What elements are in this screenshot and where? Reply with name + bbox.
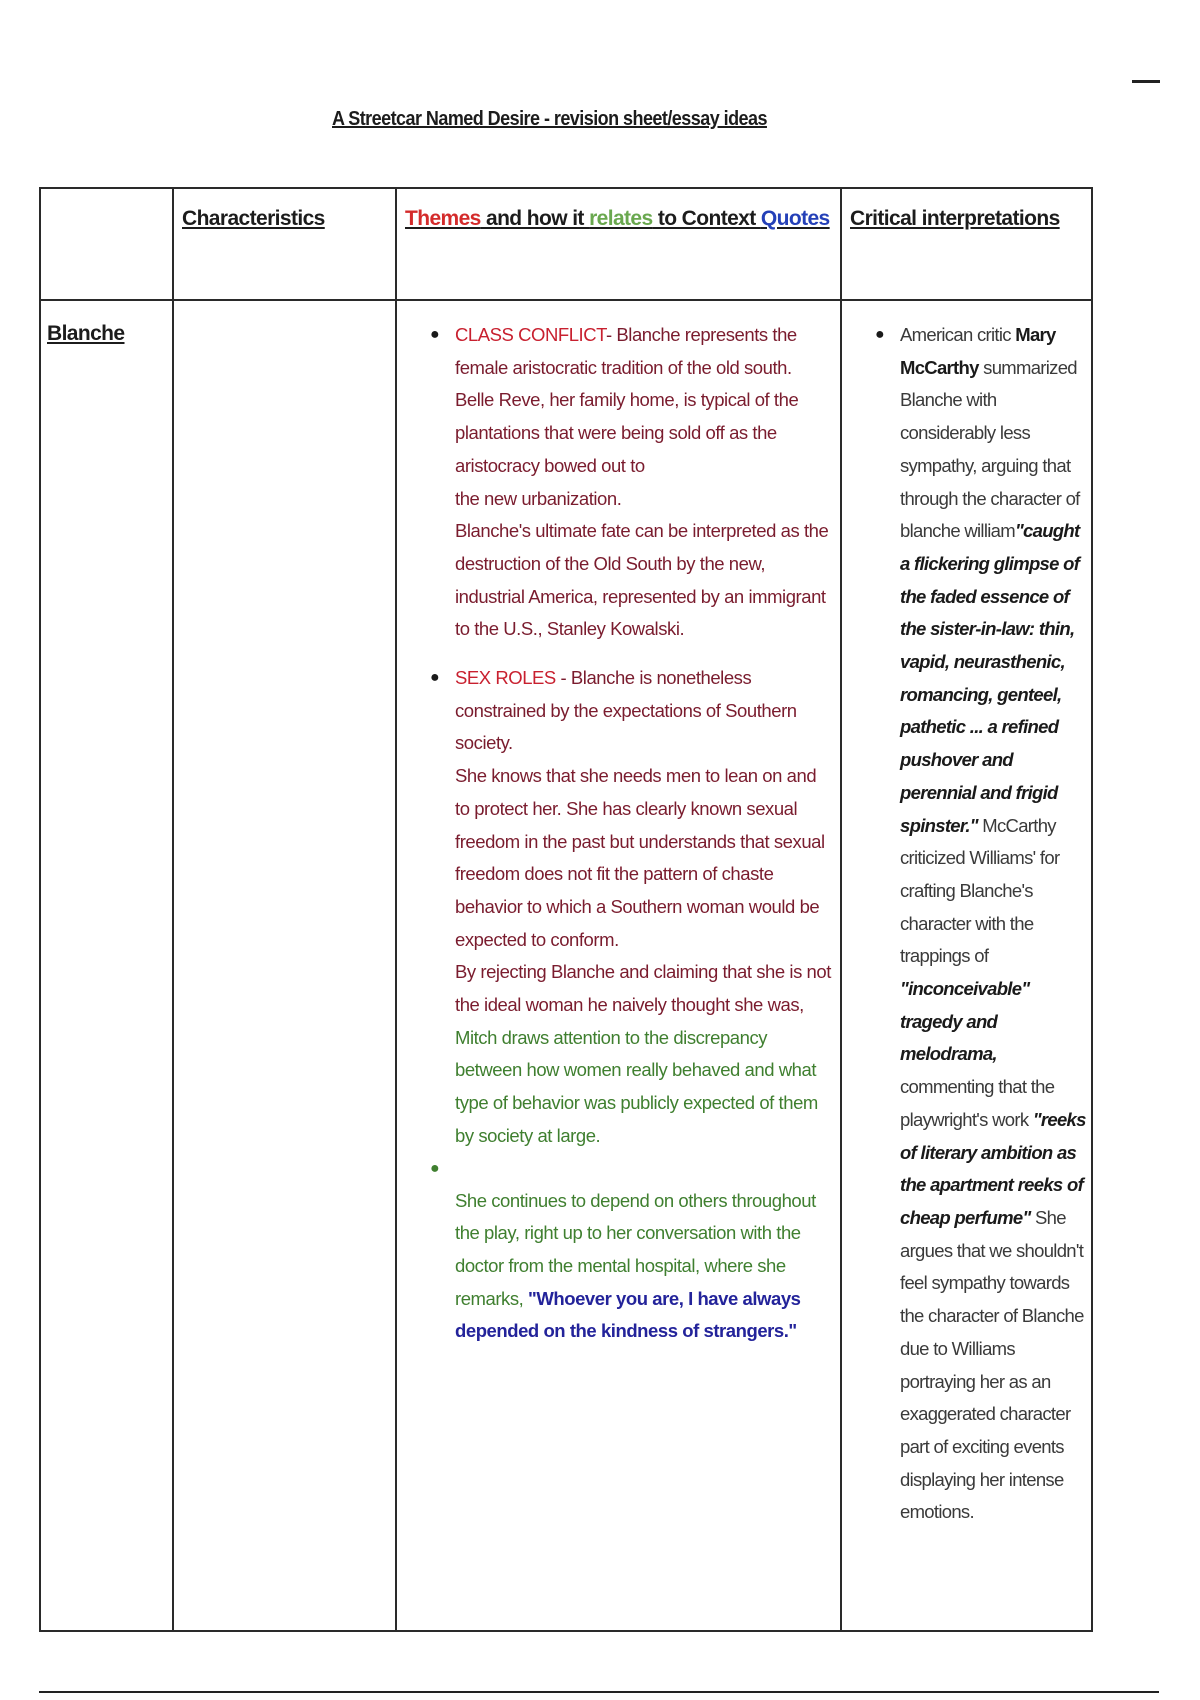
class-conflict-p1 — [455, 319, 834, 384]
bullet-icon: ● — [430, 669, 440, 687]
header-themes-cell — [396, 188, 841, 300]
class-conflict-intro: - Blanche represents the female aristocratic tradition of the old south. — [455, 324, 797, 378]
bullet-icon: ● — [430, 326, 440, 343]
dependence-item — [397, 1153, 834, 1349]
header-to-context: to Context — [652, 207, 761, 230]
header-themes-word: Themes — [405, 207, 481, 230]
header-critical-interpretations: Critical interpretations — [850, 207, 1060, 230]
header-empty-cell — [40, 188, 173, 300]
header-row — [40, 188, 1092, 300]
themes-cell — [396, 300, 841, 1631]
sex-roles-p2: She knows that she needs men to lean on and to protect her. She has clearly known sexual freedom in the past but understands that sexual freedom does not fit the pattern of chaste behavior to which a Southern woman would be — [455, 765, 825, 917]
header-quotes-word: Quotes — [760, 207, 830, 230]
row-label-blanche: Blanche — [47, 322, 125, 345]
critic-t2: summarized Blanche with considerably less sympathy, arguing that through the character of blanche william — [900, 356, 1080, 542]
sex-roles-p4 — [455, 956, 834, 1152]
header-characteristics-cell — [173, 188, 396, 300]
bullet-icon: ● — [430, 1159, 440, 1177]
header-critical-cell — [841, 188, 1092, 300]
sex-roles-p4-b: Mitch draws attention to the discrepancy between how women really behaved and what type of behavior was publicly expected of them by society at large. — [455, 1026, 818, 1146]
sex-roles-p1 — [455, 662, 834, 760]
dependence-body: She continues to depend on others throughout the play, right up to her conversation with the doctor from the mental hospital, where she remarks, — [455, 1189, 816, 1309]
dependence-text — [455, 1185, 834, 1349]
bullet-icon: ● — [875, 326, 884, 343]
sex-roles-p4-a: By rejecting Blanche and claiming that she is not the ideal woman he naively thought she was, — [455, 961, 831, 1016]
critic-t3: McCarthy criticized Williams' for crafting Blanche's character with the trappings of — [900, 814, 1060, 967]
sex-roles-intro: - Blanche is nonetheless constrained by the expectations of Southern society. — [455, 667, 797, 754]
critic-t5: She argues that we shouldn't feel sympathy towards the character of Blanche due to Williams portraying her as an exaggerated character part of exciting events displaying her intense emotions. — [900, 1206, 1084, 1523]
header-themes — [397, 189, 840, 231]
sex-roles-p3: expected to conform. — [455, 928, 619, 950]
revision-table — [39, 187, 1093, 1632]
sex-roles-item — [397, 662, 834, 1153]
document-title: A Streetcar Named Desire - revision sheet/essay ideas — [332, 108, 767, 130]
critic-quote-2: "inconceivable" tragedy and melodrama, — [900, 978, 1030, 1065]
sex-roles-heading: SEX ROLES — [455, 667, 556, 689]
row-label-cell — [40, 300, 173, 1631]
corner-dash-mark — [1132, 80, 1160, 83]
critical-cell — [841, 300, 1092, 1631]
critic-t4: commenting that the playwright's work — [900, 1076, 1055, 1130]
bottom-rule — [39, 1691, 1159, 1693]
class-conflict-item — [397, 319, 834, 646]
header-relates-word: relates — [589, 207, 653, 230]
characteristics-cell — [173, 300, 396, 1631]
class-conflict-p2: Belle Reve, her family home, is typical of the plantations that were being sold off as the aristocracy bowed out to — [455, 389, 799, 476]
class-conflict-heading: CLASS CONFLICT — [455, 324, 606, 345]
blanche-row — [40, 300, 1092, 1631]
dependence-quote: "Whoever you are, I have always depended on the kindness of strangers." — [455, 1287, 801, 1342]
critic-t1: American critic — [900, 324, 1016, 345]
class-conflict-p4: Blanche's ultimate fate can be interpreted as the destruction of the Old South by the new, industrial America, represented by an immigrant to the U.S., Stanley Kowalski. — [455, 520, 829, 640]
header-characteristics: Characteristics — [182, 207, 325, 230]
critic-quote-3: "reeks of literary ambition as the apartment reeks of cheap perfume" — [900, 1108, 1086, 1228]
header-and-how-it: and how it — [480, 207, 590, 230]
themes-content — [397, 301, 840, 1348]
critic-name: Mary McCarthy — [900, 324, 1056, 378]
class-conflict-p3: the new urbanization. — [455, 487, 622, 509]
critical-content — [842, 301, 1091, 1529]
critical-text — [842, 319, 1087, 1529]
critic-quote-1: "caught a flickering glimpse of the faded essence of the sister-in-law: thin, vapid, neurasthenic, romancing, genteel, pathetic ... a refined pushover and perennial and frigid spinster." — [900, 520, 1080, 836]
